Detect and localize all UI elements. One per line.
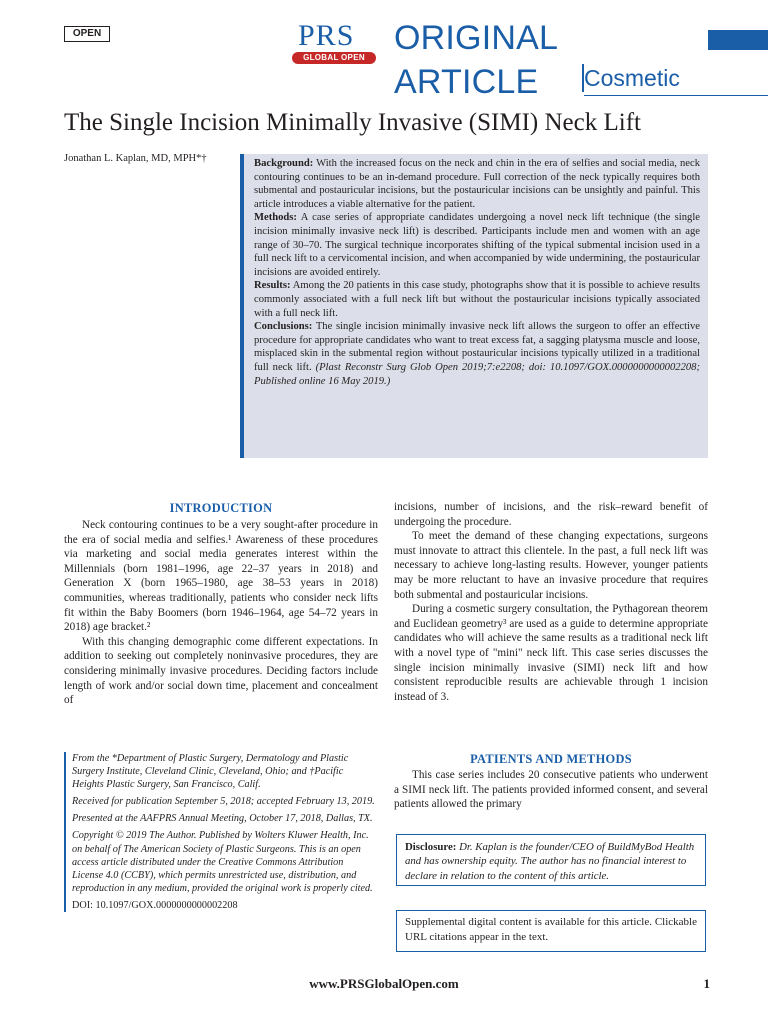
- supplemental-text: Supplemental digital content is available for this article. Clickable URL citations appear in the text.: [405, 916, 697, 943]
- section-label: ORIGINAL ARTICLE: [394, 19, 557, 101]
- intro-paragraph-4: During a cosmetic surgery consultation, the Pythagorean theorem and Euclidean geometry³ are used as a guide to determine appropriate candidates who will achieve the same results as a traditional neck lift with a novel type of "mini" neck lift. This case series discusses the single incision minimally invasive (SIMI) neck lift and how consistent reproducible results are achievable through 1 incision instead of 3.: [394, 603, 708, 703]
- doi-line: DOI: 10.1097/GOX.0000000000002208: [72, 899, 238, 911]
- journal-url-link[interactable]: www.PRSGlobalOpen.com: [309, 976, 459, 991]
- disclosure-text: Dr. Kaplan is the founder/CEO of BuildMyBod Health and has ownership equity. The author has no financial interest to declare in relation to the content of this article.: [405, 841, 695, 882]
- conclusions-text: The single incision minimally invasive neck lift allows the surgeon to offer an effective procedure for appropriate candidates who want to treat excess fat, a sagging platysma muscle and loose, misplaced skin in the submental region without postauricular incisions typically utilized in a traditional full neck lift.: [254, 321, 700, 373]
- patients-methods-column: [394, 768, 708, 812]
- intro-paragraph-2: With this changing demographic come different expectations. In addition to seeking out completely noninvasive procedures, they are considering minimally invasive procedures. Deciding factors include length of work and/or social down time, placement and concealment of: [64, 635, 378, 707]
- introduction-right-column: [394, 500, 708, 704]
- article-title: The Single Incision Minimally Invasive (SIMI) Neck Lift: [64, 109, 641, 136]
- header-accent-bar: [708, 30, 768, 50]
- supplemental-content-box: [396, 910, 706, 952]
- subsection-label: Cosmetic: [584, 65, 680, 91]
- subsection-underline: [584, 95, 768, 96]
- abstract-citation: (Plast Reconstr Surg Glob Open 2019;7:e2208; doi: 10.1097/GOX.0000000000002208; Published online 16 May 2019.): [254, 361, 700, 387]
- introduction-heading: INTRODUCTION: [169, 501, 273, 515]
- presented-note: Presented at the AAFPRS Annual Meeting, October 17, 2018, Dallas, TX.: [72, 813, 373, 825]
- logo-band: GLOBAL OPEN: [292, 52, 376, 64]
- logo-wordmark: PRS: [298, 19, 355, 52]
- received-dates: Received for publication September 5, 2018; accepted February 13, 2019.: [72, 796, 375, 808]
- intro-paragraph-1: Neck contouring continues to be a very sought-after procedure in the era of social media and selfies.¹ Awareness of these procedures via marketing and social media generates interest within the Millennials (born 1981–1996, age 22–37 years in 2018) and Generation X (born 1965–1980, age 38–53 years in 2018) communities, whereas traditionally, patients who consider neck lifts fit within the Baby Boomers (born 1946–1964, age 54–72 years in 2018) age bracket.²: [64, 519, 378, 634]
- abstract-background: [254, 157, 700, 211]
- patients-methods-heading: PATIENTS AND METHODS: [470, 752, 632, 766]
- introduction-left-column: [64, 518, 378, 708]
- author-line: Jonathan L. Kaplan, MD, MPH*†: [64, 153, 207, 164]
- abstract-results: [254, 279, 700, 320]
- intro-paragraph-3: To meet the demand of these changing expectations, surgeons must innovate to attract this clientele. In the past, a full neck lift was necessary to achieve long-lasting results. However, younger patients may be more reluctant to have an invasive procedure that requires both submental and postauricular incisions.: [394, 530, 708, 601]
- abstract-text: [254, 157, 700, 388]
- copyright-notice: Copyright © 2019 The Author. Published by Wolters Kluwer Health, Inc. on behalf of The American Society of Plastic Surgeons. This is an open access article distributed under the Creative Commons Attribution License 4.0 (CCBY), which permits unrestricted use, distribution, and reproduction in any medium, provided the original work is properly cited.: [72, 830, 373, 894]
- results-label: Results:: [254, 280, 291, 292]
- disclosure-label: Disclosure:: [405, 841, 457, 853]
- methods-label: Methods:: [254, 212, 297, 224]
- conclusions-label: Conclusions:: [254, 321, 313, 333]
- results-text: Among the 20 patients in this case study, photographs show that it is possible to achieve results commonly associated with a full neck lift but without the postauricular incisions typically associated with a full neck lift.: [254, 280, 700, 319]
- affiliations-block: [64, 752, 376, 912]
- page-number: 1: [703, 976, 710, 991]
- open-access-badge: OPEN: [64, 26, 110, 42]
- background-text: With the increased focus on the neck and chin in the era of selfies and social media, neck contouring continues to be an in-demand procedure. Full correction of the neck typically requires both submental and postauricular incisions, but the postauricular incisions can be unsightly and painful. This article introduces a viable alternative for the patient.: [254, 158, 700, 210]
- prs-global-open-logo: [290, 19, 386, 68]
- methods-text: A case series of appropriate candidates undergoing a novel neck lift technique (the single incision minimally invasive neck lift) is described. Participants include men and women with an age range of 30–70. The surgical technique incorporates shifting of the typical submental incision used in a full neck lift to a cervicomental incision, and when accompanied by wide undermining, the postauricular incisions are avoided entirely.: [254, 212, 700, 278]
- affiliation-from: From the *Department of Plastic Surgery, Dermatology and Plastic Surgery Institute, Cleveland Clinic, Cleveland, Ohio; and †Pacific Heights Plastic Surgery, San Francisco, Calif.: [72, 753, 349, 791]
- background-label: Background:: [254, 158, 314, 169]
- abstract-methods: [254, 211, 700, 279]
- abstract-box: [240, 154, 708, 458]
- abstract-conclusions: [254, 320, 700, 388]
- methods-paragraph-1: This case series includes 20 consecutive patients who underwent a SIMI neck lift. The patients provided informed consent, and several patients allowed the primary: [394, 769, 708, 811]
- disclosure-box: [396, 834, 706, 886]
- intro-paragraph-2-continued: incisions, number of incisions, and the risk–reward benefit of undergoing the procedure.: [394, 501, 708, 528]
